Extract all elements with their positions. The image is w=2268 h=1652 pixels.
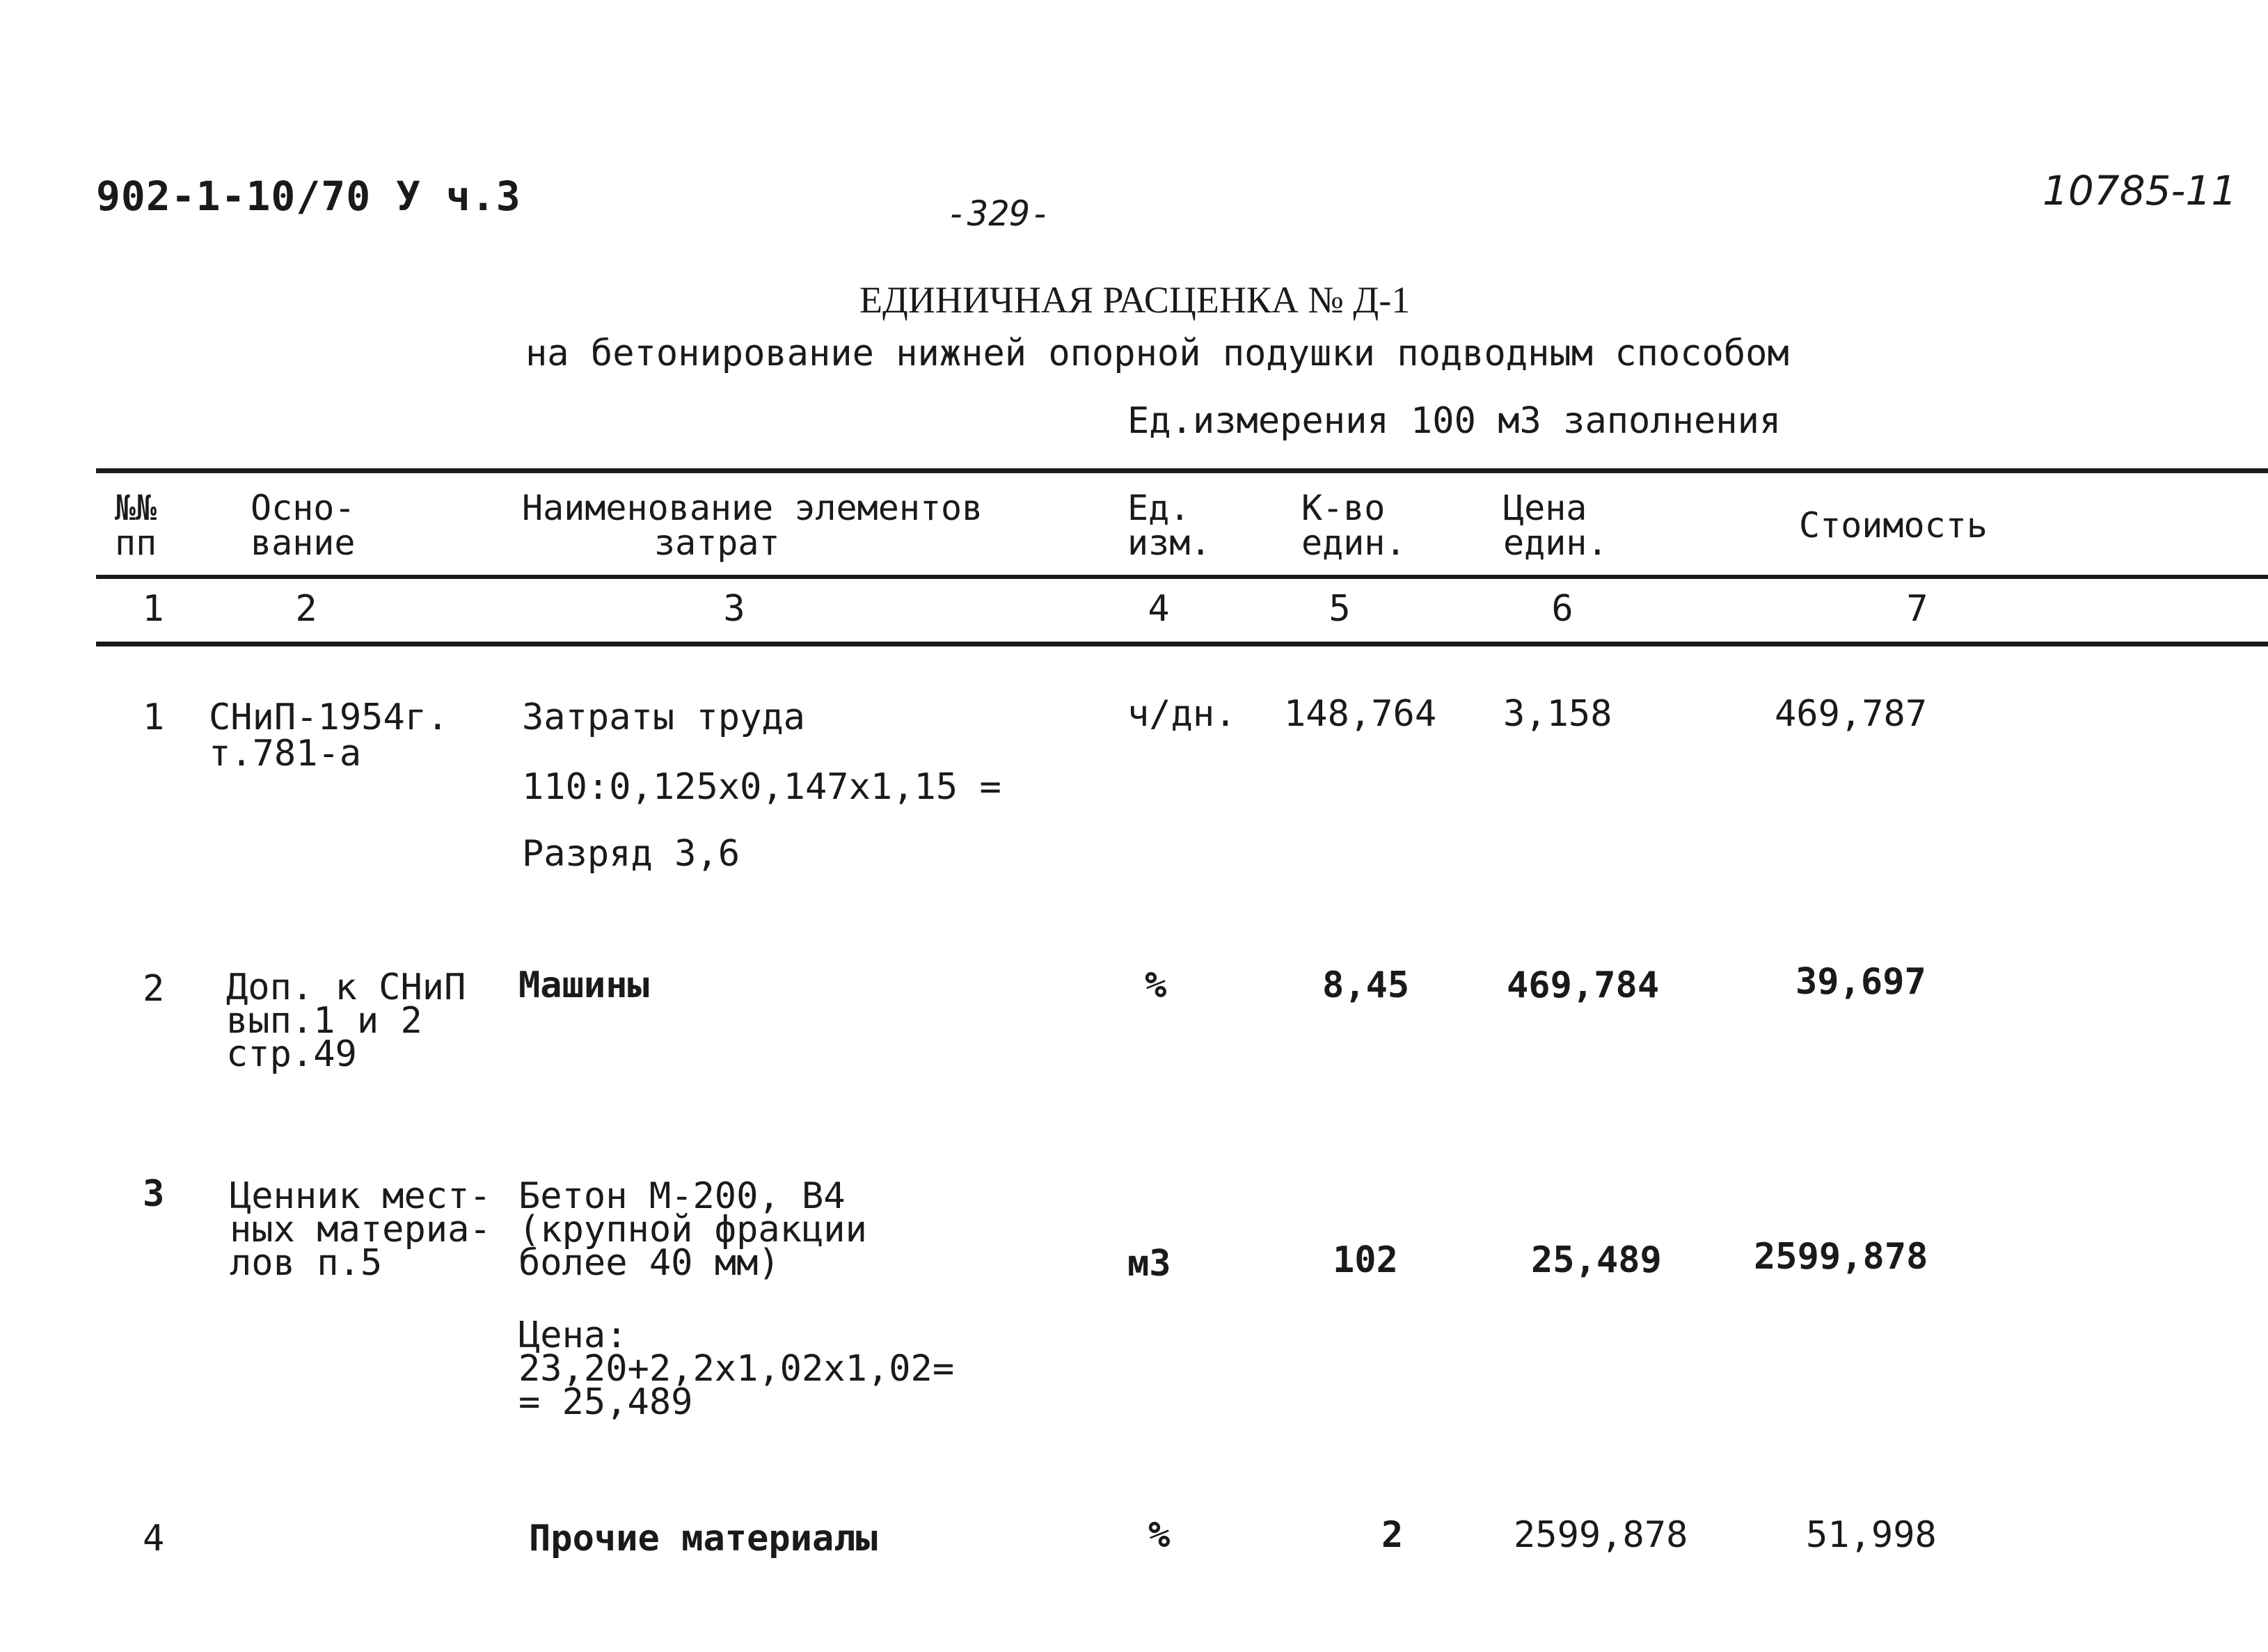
- row-qty: 8,45: [1322, 964, 1410, 1006]
- row-basis: Ценник мест- ных материа- лов п.5: [230, 1175, 491, 1284]
- row-price: 3,158: [1503, 693, 1612, 735]
- archive-number: 10785-11: [2043, 167, 2237, 214]
- column-number: 6: [1551, 588, 1573, 630]
- header-price: Цена един.: [1503, 488, 1608, 563]
- row-name: Машины: [518, 964, 649, 1006]
- row-no: 2: [143, 968, 165, 1010]
- row-name: Прочие материалы: [529, 1518, 878, 1559]
- row-no: 4: [143, 1518, 165, 1559]
- row-qty: 102: [1333, 1239, 1398, 1281]
- row-basis: Доп. к СНиП вып.1 и 2 стр.49: [226, 967, 466, 1075]
- row-unit: м3: [1127, 1243, 1171, 1285]
- row-cost: 2599,878: [1754, 1236, 1928, 1278]
- header-bottom-rule: [96, 575, 2268, 579]
- row-qty: 2: [1381, 1514, 1404, 1556]
- price-calculation-note: Цена: 23,20+2,2x1,02x1,02= = 25,489: [518, 1315, 955, 1423]
- document-subtitle: на бетонирование нижней опорной подушки подводным способом: [525, 333, 1789, 374]
- header-unit: Ед. изм.: [1127, 488, 1212, 563]
- row-no: 1: [143, 697, 165, 738]
- header-name: Наименование элементов затрат: [522, 488, 983, 563]
- row-cost: 51,998: [1806, 1514, 1937, 1556]
- measurement-unit-line: Ед.измерения 100 м3 заполнения: [1127, 400, 1782, 442]
- column-number: 4: [1148, 588, 1170, 630]
- header-cost: Стоимость: [1799, 505, 1988, 546]
- header-no: №№ пп: [115, 488, 157, 563]
- header-basis: Осно- вание: [251, 488, 356, 563]
- row-name: Затраты труда 110:0,125x0,147x1,15 = Разряд 3,6: [522, 697, 1001, 875]
- column-number: 5: [1329, 588, 1351, 630]
- document-code: 902-1-10/70 У ч.3: [96, 173, 521, 220]
- row-qty: 148,764: [1284, 693, 1437, 735]
- column-number: 7: [1906, 588, 1928, 630]
- row-unit: ч/дн.: [1127, 693, 1237, 735]
- column-number: 2: [295, 588, 317, 630]
- row-unit: %: [1145, 964, 1167, 1006]
- table-top-rule: [96, 468, 2268, 473]
- page-number: -329-: [946, 193, 1052, 234]
- header-qty: К-во един.: [1301, 488, 1406, 563]
- row-name: Бетон М-200, В4 (крупной фракции более 40 мм): [518, 1175, 867, 1284]
- document-title: ЕДИНИЧНАЯ РАСЦЕНКА № Д-1: [859, 279, 1411, 321]
- row-cost: 469,787: [1775, 693, 1928, 735]
- column-number: 3: [723, 588, 745, 630]
- row-no: 3: [143, 1173, 165, 1215]
- row-price: 25,489: [1531, 1239, 1662, 1281]
- row-price: 469,784: [1507, 964, 1660, 1006]
- row-cost: 39,697: [1795, 961, 1926, 1003]
- row-basis: СНиП-1954г. т.781-а: [209, 697, 449, 775]
- row-price: 2599,878: [1514, 1514, 1688, 1556]
- column-numbers-bottom-rule: [96, 642, 2268, 646]
- row-unit: %: [1148, 1514, 1171, 1556]
- column-number: 1: [142, 588, 164, 630]
